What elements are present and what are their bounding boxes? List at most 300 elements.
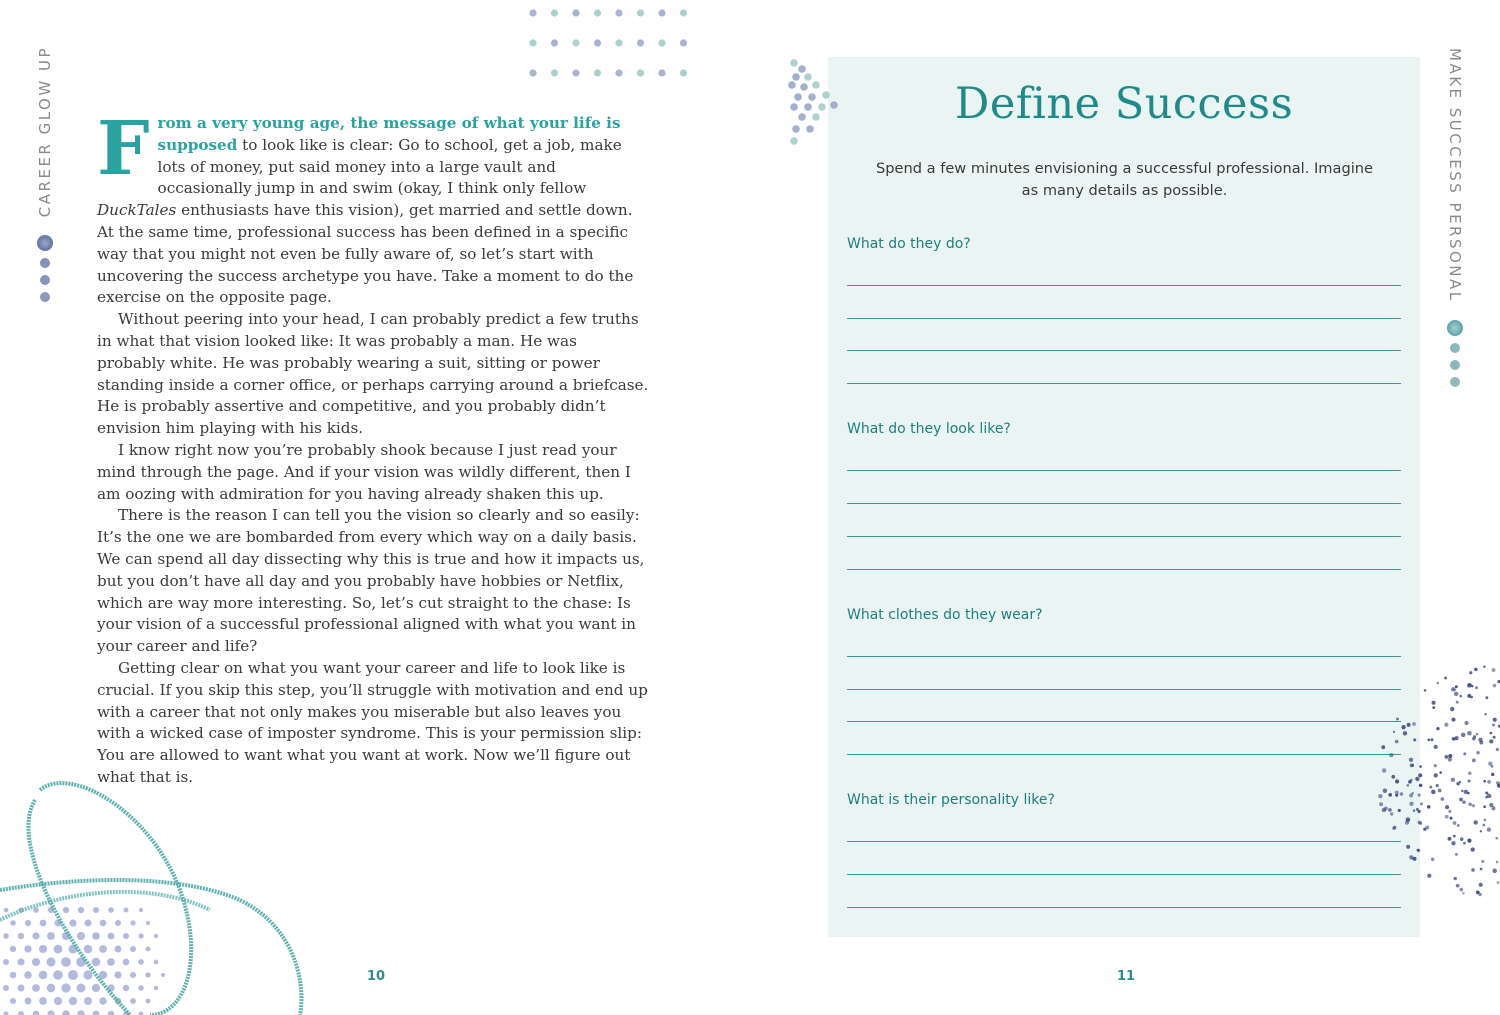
decorative-dot (146, 999, 151, 1004)
decorative-dot (1388, 793, 1392, 797)
decorative-dot (551, 69, 558, 76)
decorative-dot (800, 83, 808, 91)
decorative-dot (1405, 821, 1409, 825)
running-head-left: CAREER GLOW UP (36, 46, 54, 218)
decorative-dot (1484, 819, 1487, 822)
decorative-dot (1493, 684, 1497, 688)
paragraph-1 (97, 106, 649, 309)
decorative-dot (804, 73, 812, 81)
decorative-dot (1463, 842, 1466, 845)
decorative-dot (1431, 858, 1434, 861)
decorative-dot (69, 919, 76, 926)
decorative-dot (1468, 802, 1472, 806)
decorative-dot (1439, 771, 1442, 774)
decorative-dot (32, 932, 39, 939)
decorative-dot (1468, 772, 1471, 775)
decorative-dot (1489, 739, 1493, 743)
decorative-dot (1487, 780, 1491, 784)
decorative-dot (822, 91, 830, 99)
decorative-dot (145, 946, 150, 951)
decorative-dot (1487, 827, 1491, 831)
decorative-dot (572, 9, 579, 16)
decorative-dot (1467, 839, 1471, 843)
paragraph-1-text-b: enthusiasts have this vision), get married and settle down. At the same time, professional success has been defined in a specific way that you might not even be fully aware of, so let’s start with uncovering the success archetype you have. Take a moment to do the exercise on the opposite page. (97, 201, 634, 307)
decorative-dot (124, 908, 129, 913)
decorative-dot (812, 81, 820, 89)
decorative-dot (1451, 841, 1455, 845)
decorative-dot (1464, 721, 1468, 725)
right-page (750, 0, 1500, 1015)
decorative-dot (123, 933, 129, 939)
decorative-dot (99, 971, 107, 979)
decorative-dot (93, 907, 99, 913)
decorative-dot (1415, 777, 1419, 781)
decorative-dot (680, 69, 687, 76)
decorative-dot (1491, 773, 1494, 776)
decorative-dot (1448, 810, 1451, 813)
decorative-dot (1456, 782, 1459, 785)
decorative-dot (1381, 745, 1385, 749)
answer-line[interactable] (847, 569, 1401, 570)
decorative-dot (1438, 789, 1442, 793)
decorative-dot (1395, 740, 1399, 744)
decorative-dot (658, 69, 665, 76)
decorative-dot (792, 73, 800, 81)
decorative-dot (798, 65, 806, 73)
decorative-dot (1485, 696, 1488, 699)
paragraph-4: There is the reason I can tell you the vision so clearly and so easily: It’s the one we are bombarded from every which way on a daily basis. We can spend all day dissecting why this is true and how it impacts us, but you don’t have all day and you probably have hobbies or Netflix, which are way more interesting. So, let’s cut straight to the chase: Is your vision of a successful professional aligned with what you want in your career and life? (97, 506, 645, 656)
decorative-dot (108, 907, 114, 913)
decorative-dot (790, 103, 798, 111)
decorative-dot (529, 69, 536, 76)
dot-cluster-decoration (786, 55, 846, 155)
decorative-dot (1409, 802, 1413, 806)
decorative-dot (790, 137, 798, 145)
decorative-dot (1490, 732, 1493, 735)
page-number-right: 11 (1117, 969, 1136, 984)
decorative-dot (1411, 764, 1414, 767)
decorative-dot (1470, 847, 1474, 851)
decorative-dot (1497, 881, 1500, 884)
decorative-dot (790, 59, 798, 67)
decorative-dot (1476, 751, 1479, 754)
decorative-dot (24, 945, 31, 952)
decorative-dot (114, 971, 121, 978)
decorative-dot (62, 1010, 69, 1015)
decorative-dot (792, 125, 800, 133)
decorative-dot (1448, 754, 1452, 758)
decorative-dot (1475, 686, 1478, 689)
decorative-dot (637, 69, 644, 76)
decorative-dot (1391, 775, 1395, 779)
decorative-dot (138, 985, 144, 991)
decorative-dot (1396, 717, 1399, 720)
decorative-dot (3, 985, 9, 991)
decorative-dot (77, 1010, 84, 1015)
decorative-dot (1431, 790, 1435, 794)
decorative-dot (145, 972, 150, 977)
decorative-dot (1419, 822, 1422, 825)
decorative-dot (4, 908, 9, 913)
decorative-dot (1395, 791, 1399, 795)
dot-grid-decoration (525, 5, 695, 80)
answer-line[interactable] (847, 721, 1401, 722)
decorative-dot (39, 997, 47, 1005)
answer-line[interactable] (847, 285, 1401, 286)
decorative-dot (154, 934, 158, 938)
decorative-dot (572, 39, 579, 46)
decorative-dot (10, 920, 15, 925)
decorative-dot (1456, 701, 1459, 704)
decorative-dot (1382, 768, 1387, 773)
dot-column-left (37, 235, 53, 309)
decorative-dot (1480, 868, 1483, 871)
answer-line[interactable] (847, 689, 1401, 690)
decorative-dot (84, 919, 91, 926)
decorative-dot (1384, 807, 1388, 811)
lead-in: rom a very young age, the message of what your life is supposed (157, 114, 621, 154)
decorative-dot (572, 69, 579, 76)
decorative-dot (1434, 745, 1438, 749)
running-head-right: MAKE SUCCESS PERSONAL (1446, 48, 1464, 303)
answer-line[interactable] (847, 536, 1401, 537)
decorative-dot (18, 933, 24, 939)
loop-decoration (0, 770, 320, 1015)
decorative-dot (658, 9, 665, 16)
decorative-dot (1444, 677, 1447, 680)
worksheet-panel (828, 57, 1420, 937)
decorative-dot (830, 101, 838, 109)
decorative-dot (1461, 733, 1466, 738)
decorative-dot (1448, 837, 1452, 841)
decorative-dot (154, 960, 159, 965)
decorative-dot (1453, 821, 1457, 825)
answer-line[interactable] (847, 907, 1401, 908)
decorative-dot (1492, 668, 1496, 672)
decorative-dot (154, 986, 159, 991)
decorative-dot (1493, 736, 1496, 739)
decorative-dot (1395, 779, 1399, 783)
decorative-dot (1409, 758, 1413, 762)
decorative-dot (123, 985, 129, 991)
decorative-dot (115, 946, 122, 953)
decorative-dot (1496, 748, 1499, 751)
decorative-dot (68, 970, 78, 980)
decorative-dot (818, 103, 826, 111)
decorative-dot (10, 998, 16, 1004)
decorative-dot (46, 957, 55, 966)
decorative-dot (138, 933, 143, 938)
decorative-dot (680, 39, 687, 46)
decorative-dot (1474, 668, 1478, 672)
decorative-dot (1484, 713, 1486, 715)
decorative-dot (1471, 868, 1475, 872)
decorative-dot (1485, 792, 1488, 795)
decorative-dot (1459, 888, 1463, 892)
decorative-dot (1480, 830, 1482, 832)
decorative-dot (615, 9, 622, 16)
decorative-dot (1467, 683, 1471, 687)
decorative-dot (130, 946, 136, 952)
decorative-dot (1400, 792, 1404, 796)
decorative-dot (1469, 671, 1472, 674)
decorative-dot (1479, 883, 1483, 887)
decorative-dot (1459, 695, 1461, 697)
answer-line[interactable] (847, 318, 1401, 319)
decorative-dot (63, 907, 69, 913)
decorative-dot (1413, 738, 1416, 741)
decorative-dot (1483, 665, 1485, 667)
decorative-dot (69, 997, 77, 1005)
decorative-dot (100, 920, 107, 927)
decorative-dot (1455, 853, 1458, 856)
answer-line[interactable] (847, 656, 1401, 657)
decorative-dot (1451, 778, 1455, 782)
decorative-dot (529, 39, 536, 46)
decorative-dot (1420, 802, 1423, 805)
decorative-dot (93, 1011, 100, 1015)
decorative-dot (92, 932, 100, 940)
decorative-dot (54, 945, 63, 954)
answer-line[interactable] (847, 874, 1401, 875)
decorative-dot (1473, 735, 1476, 738)
decorative-dot (1489, 803, 1493, 807)
decorative-dot (1434, 773, 1438, 777)
decorative-dot (812, 113, 820, 121)
worksheet-instructions: Spend a few minutes envisioning a successful professional. Imagine as many details as possible. (875, 160, 1374, 199)
decorative-dot (1492, 869, 1497, 874)
decorative-dot (1432, 701, 1436, 705)
decorative-dot (1423, 828, 1426, 831)
paragraph-3: I know right now you’re probably shook because I just read your mind through the page. And if your vision was wildly different, then I am oozing with admiration for you having already shaken this up. (97, 440, 631, 503)
decorative-dot (1476, 733, 1479, 736)
decorative-dot (1467, 694, 1471, 698)
decorative-dot (1429, 786, 1432, 789)
decorative-dot (788, 81, 796, 89)
decorative-dot (1410, 779, 1413, 782)
dot-column-right (1447, 320, 1463, 394)
decorative-dot (1472, 804, 1475, 807)
decorative-dot (40, 920, 47, 927)
decorative-dot (1459, 798, 1463, 802)
decorative-dot (25, 920, 31, 926)
decorative-dot (594, 69, 601, 76)
decorative-dot (10, 946, 16, 952)
decorative-dot (1392, 827, 1395, 830)
decorative-dot (138, 959, 144, 965)
decorative-dot (1455, 736, 1459, 740)
decorative-dot (658, 39, 665, 46)
decorative-dot (1479, 741, 1483, 745)
decorative-dot (804, 103, 812, 111)
decorative-dot (32, 984, 40, 992)
decorative-dot (1462, 892, 1464, 894)
answer-line[interactable] (847, 754, 1401, 755)
decorative-dot (1453, 835, 1456, 838)
decorative-dot (806, 125, 814, 133)
decorative-dot (1461, 790, 1464, 793)
decorative-dot (1412, 857, 1416, 861)
decorative-dot (32, 958, 40, 966)
decorative-dot (637, 9, 644, 16)
decorative-dot (1413, 809, 1415, 811)
decorative-dot (798, 113, 806, 121)
decorative-dot (39, 945, 47, 953)
decorative-dot (615, 39, 622, 46)
paragraph-2: Without peering into your head, I can probably predict a few truths in what that vision looked like: It was probably a man. He was probably white. He was probably wearing a suit, sitting or power standing inside a corner office, or perhaps carrying around a briefcase. He is probably assertive and competitive, and you probably didn’t envision him playing with his kids. (97, 310, 649, 438)
decorative-dot (680, 9, 687, 16)
decorative-dot (1418, 773, 1422, 777)
decorative-dot (17, 958, 24, 965)
decorative-dot (146, 921, 150, 925)
decorative-dot (3, 959, 9, 965)
question-1-label: What do they do? (847, 236, 971, 252)
decorative-dot (1496, 861, 1499, 864)
decorative-dot (1483, 824, 1486, 827)
decorative-dot (92, 984, 100, 992)
decorative-dot (1488, 762, 1492, 766)
decorative-dot (1430, 738, 1433, 741)
decorative-dot (1462, 801, 1465, 804)
decorative-dot (1436, 682, 1439, 685)
decorative-dot (1460, 837, 1464, 841)
decorative-dot (1417, 810, 1420, 813)
decorative-dot (1388, 808, 1392, 812)
worksheet-title: Define Success (954, 79, 1294, 129)
decorative-dot (3, 933, 9, 939)
decorative-dot (1483, 780, 1486, 783)
answer-line[interactable] (847, 383, 1401, 384)
decorative-dot (551, 9, 558, 16)
decorative-dot (1378, 794, 1382, 798)
decorative-dot (84, 945, 93, 954)
decorative-dot (1457, 824, 1460, 827)
decorative-dot (637, 39, 644, 46)
decorative-dot (92, 958, 101, 967)
decorative-dot (1471, 685, 1474, 688)
decorative-dot (1427, 805, 1431, 809)
page-number-left: 10 (367, 969, 386, 984)
decorative-dot (1383, 788, 1388, 793)
decorative-dot (1467, 792, 1470, 795)
decorative-dot (1468, 780, 1471, 783)
decorative-dot (78, 907, 84, 913)
decorative-dot (1445, 755, 1449, 759)
decorative-dot (1436, 784, 1439, 787)
decorative-dot (1389, 753, 1393, 757)
decorative-dot (1411, 792, 1414, 795)
decorative-dot (1493, 718, 1497, 722)
decorative-dot (3, 1011, 8, 1015)
decorative-dot (1467, 731, 1472, 736)
question-4-label: What is their personality like? (847, 792, 1055, 808)
decorative-dot (1454, 692, 1459, 697)
decorative-dot (33, 1011, 40, 1015)
decorative-dot (84, 997, 92, 1005)
body-text (97, 106, 649, 789)
decorative-dot (1481, 860, 1484, 863)
decorative-dot (794, 93, 802, 101)
decorative-dot (47, 932, 55, 940)
speckle-sphere-decoration (1368, 655, 1500, 905)
decorative-dot (83, 970, 92, 979)
paragraph-1-italic: DuckTales (97, 201, 177, 220)
decorative-dot (47, 1010, 54, 1015)
decorative-dot (594, 39, 601, 46)
decorative-dot (130, 920, 135, 925)
decorative-dot (10, 972, 17, 979)
decorative-dot (1456, 884, 1460, 888)
decorative-dot (99, 945, 107, 953)
decorative-dot (551, 39, 558, 46)
answer-line[interactable] (847, 841, 1401, 842)
decorative-dot (808, 93, 816, 101)
decorative-dot (47, 984, 56, 993)
decorative-dot (1419, 765, 1422, 768)
answer-line[interactable] (847, 503, 1401, 504)
decorative-dot (139, 908, 143, 912)
decorative-dot (1496, 837, 1499, 840)
decorative-dot (18, 985, 25, 992)
decorative-dot (108, 933, 115, 940)
decorative-dot (1424, 689, 1427, 692)
decorative-dot (61, 983, 70, 992)
decorative-dot (1485, 796, 1488, 799)
decorative-dot (1449, 817, 1452, 820)
decorative-dot (1393, 731, 1395, 733)
decorative-dot (1403, 731, 1407, 735)
decorative-dot (1452, 737, 1455, 740)
decorative-dot (115, 920, 121, 926)
decorative-dot (108, 1011, 114, 1015)
decorative-dot (130, 998, 136, 1004)
decorative-dot (1450, 707, 1454, 711)
question-3-label: What clothes do they wear? (847, 607, 1043, 623)
decorative-dot (1448, 757, 1452, 761)
answer-line[interactable] (847, 350, 1401, 351)
decorative-dot (1417, 793, 1420, 796)
decorative-dot (53, 970, 63, 980)
decorative-dot (130, 972, 136, 978)
decorative-dot (161, 973, 165, 977)
decorative-dot (18, 1011, 24, 1015)
decorative-dot (1483, 805, 1486, 808)
decorative-dot (1406, 784, 1409, 787)
decorative-dot (1436, 727, 1439, 730)
decorative-dot (54, 997, 62, 1005)
decorative-dot (1379, 802, 1383, 806)
paragraph-1-text-a: to look like is clear: Go to school, get a job, make lots of money, put said money into a large vault and occasionally jump in and swim (okay, I think only fellow (157, 135, 622, 198)
decorative-dot (1407, 723, 1411, 727)
answer-line[interactable] (847, 470, 1401, 471)
decorative-dot (39, 971, 48, 980)
decorative-dot (1473, 820, 1477, 824)
question-2-label: What do they look like? (847, 421, 1011, 437)
decorative-dot (123, 959, 130, 966)
decorative-dot (1434, 764, 1437, 767)
decorative-dot (1454, 877, 1457, 880)
decorative-dot (1478, 893, 1481, 896)
decorative-dot (1427, 874, 1431, 878)
decorative-dot (1390, 812, 1393, 815)
decorative-dot (61, 957, 71, 967)
decorative-dot (1412, 722, 1416, 726)
decorative-dot (99, 997, 106, 1004)
paragraph-5: Getting clear on what you want your career and life to look like is crucial. If you skip this step, you’ll struggle with motivation and end up with a career that not only makes you miserable but also leaves you with a wicked case of imposter syndrome. This is your permission slip: You are allowed to want what you want at work. Now we’ll figure out what that is. (97, 658, 648, 786)
decorative-dot (1451, 718, 1455, 722)
decorative-dot (1441, 797, 1445, 801)
decorative-dot (1463, 752, 1466, 755)
